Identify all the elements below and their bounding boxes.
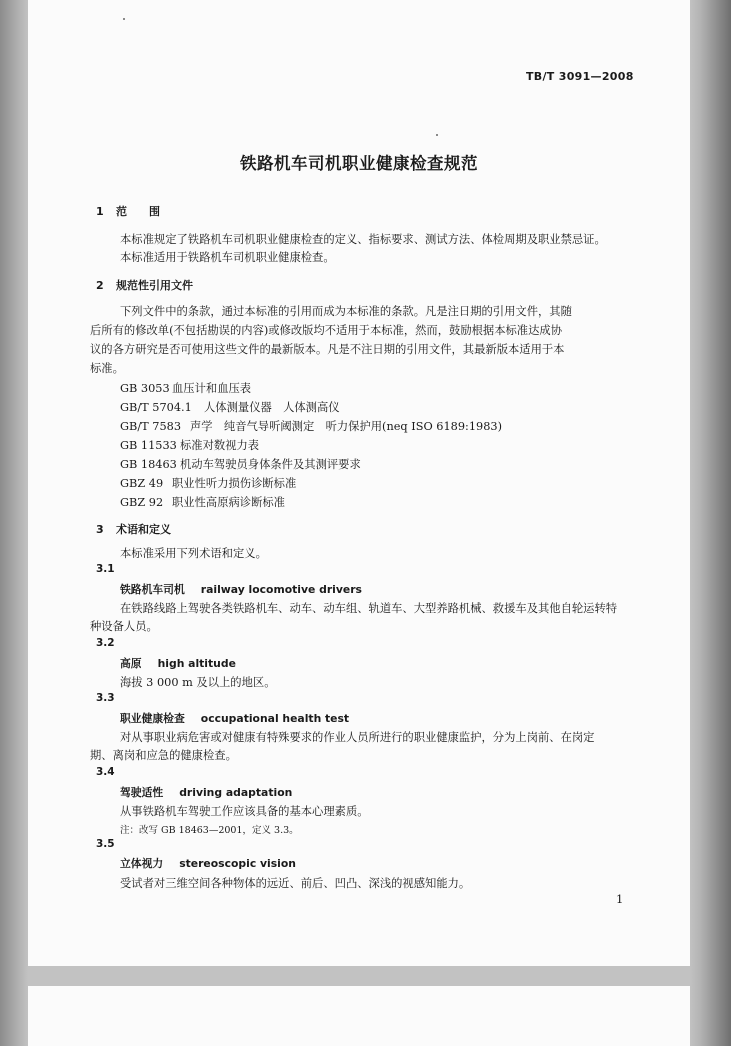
standard-number: TB/T 3091—2008 — [526, 70, 634, 83]
term-heading: 铁路机车司机 railway locomotive drivers — [120, 583, 362, 596]
term-definition-line: 从事铁路机车驾驶工作应该具备的基本心理素质。 — [120, 805, 369, 818]
reference-item: GBZ 49 职业性听力损伤诊断标准 — [120, 477, 297, 490]
document-page — [28, 0, 690, 966]
term-definition-line: 海拔 3 000 m 及以上的地区。 — [120, 676, 276, 689]
term-definition-line: 受试者对三维空间各种物体的远近、前后、凹凸、深浅的视感知能力。 — [120, 877, 471, 890]
scan-speck — [436, 134, 438, 136]
reference-item: GB/T 7583 声学 纯音气导听阈测定 听力保护用(neq ISO 6189:1983) — [120, 420, 503, 433]
reference-item: GB 3053 血压计和血压表 — [120, 382, 252, 395]
section-1-line-2: 本标准适用于铁路机车司机职业健康检查。 — [120, 251, 335, 264]
term-heading: 驾驶适性 driving adaptation — [120, 786, 293, 799]
term-heading: 高原 high altitude — [120, 657, 236, 670]
term-note: 注：改写 GB 18463—2001，定义 3.3。 — [120, 825, 299, 836]
section-3-heading: 3 术语和定义 — [96, 523, 171, 536]
document-title: 铁路机车司机职业健康检查规范 — [240, 154, 478, 173]
section-2-para-line-4: 标准。 — [90, 362, 124, 375]
section-2-para-line-3: 议的各方研究是否可使用这些文件的最新版本。凡是不注日期的引用文件，其最新版本适用于本 — [90, 343, 565, 356]
term-definition-line: 对从事职业病危害或对健康有特殊要求的作业人员所进行的职业健康监护，分为上岗前、在岗定 — [120, 731, 595, 744]
scan-speck — [123, 18, 125, 20]
term-number: 3.2 — [96, 637, 115, 649]
reference-item: GBZ 92 职业性高原病诊断标准 — [120, 496, 285, 509]
section-1-heading: 1 范 围 — [96, 205, 160, 218]
term-number: 3.3 — [96, 692, 115, 704]
section-2-para-line-1: 下列文件中的条款，通过本标准的引用而成为本标准的条款。凡是注日期的引用文件，其随 — [120, 305, 572, 318]
section-2-heading: 2 规范性引用文件 — [96, 279, 193, 292]
section-2-para-line-2: 后所有的修改单(不包括勘误的内容)或修改版均不适用于本标准，然而，鼓励根据本标准达成协 — [90, 324, 562, 337]
reference-item: GB/T 5704.1 人体测量仪器 人体测高仪 — [120, 401, 340, 414]
term-number: 3.1 — [96, 563, 115, 575]
reference-item: GB 11533 标准对数视力表 — [120, 439, 260, 452]
reference-item: GB 18463 机动车驾驶员身体条件及其测评要求 — [120, 458, 361, 471]
term-number: 3.4 — [96, 766, 115, 778]
term-definition-line: 在铁路线路上驾驶各类铁路机车、动车、动车组、轨道车、大型养路机械、救援车及其他自轮运转特 — [120, 602, 618, 615]
next-page-edge — [28, 986, 690, 1046]
term-number: 3.5 — [96, 838, 115, 850]
term-definition-line: 期、离岗和应急的健康检查。 — [90, 749, 237, 762]
section-3-intro: 本标准采用下列术语和定义。 — [120, 547, 267, 560]
page-number: 1 — [616, 892, 624, 906]
term-definition-line: 种设备人员。 — [90, 620, 158, 633]
section-1-line-1: 本标准规定了铁路机车司机职业健康检查的定义、指标要求、测试方法、体检周期及职业禁忌证。 — [120, 233, 606, 246]
term-heading: 立体视力 stereoscopic vision — [120, 857, 296, 870]
term-heading: 职业健康检查 occupational health test — [120, 712, 350, 725]
